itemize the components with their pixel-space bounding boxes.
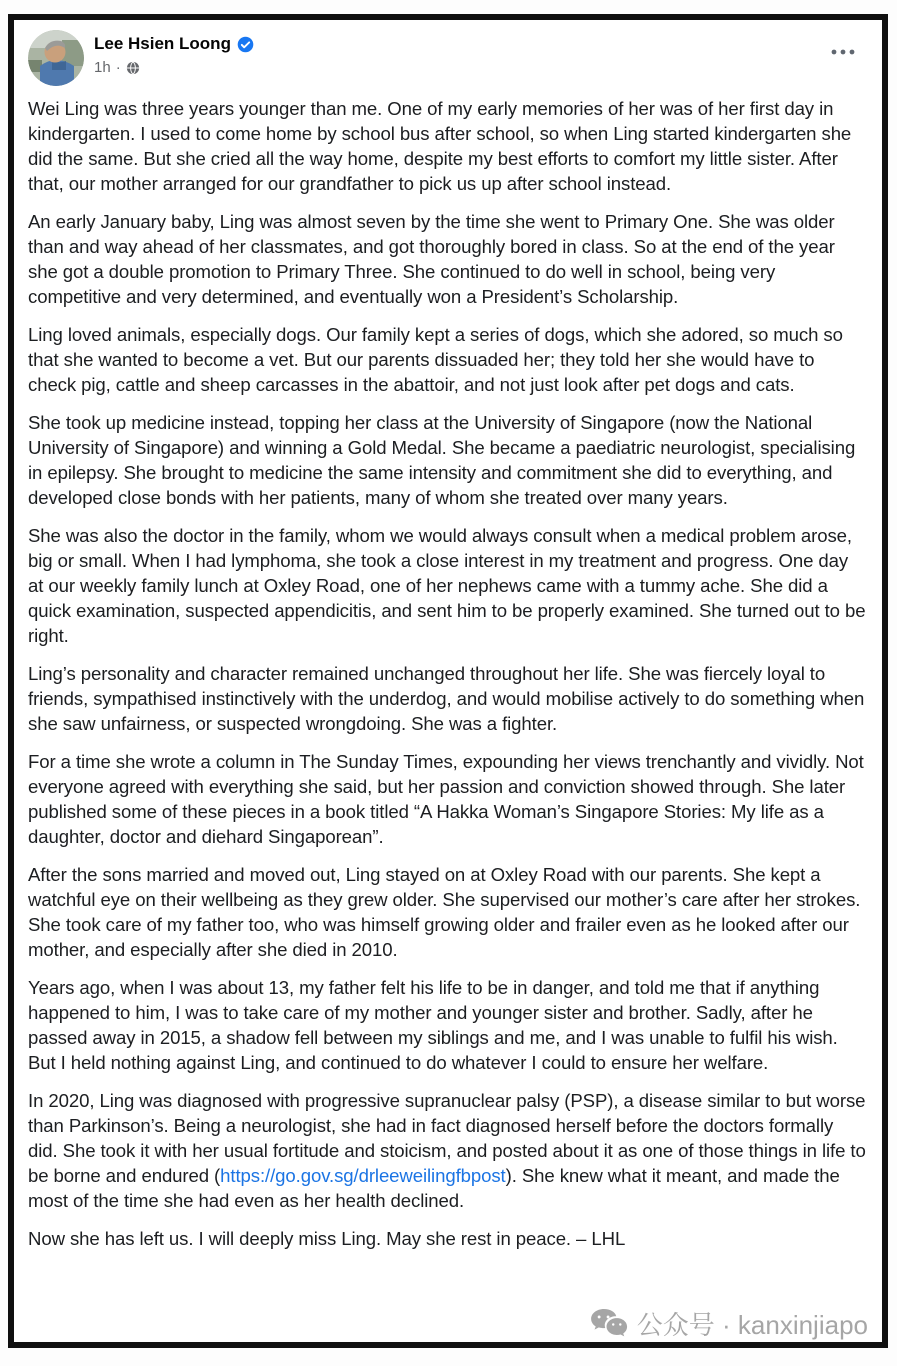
watermark <box>590 1305 868 1342</box>
avatar-photo <box>28 30 84 86</box>
post-paragraph: Wei Ling was three years younger than me. One of my early memories of her was of her first day in kindergarten. I used to come home by school bus after school, so when Ling started kindergarten she did the same. But she cried all the way home, despite my best efforts to comfort my little sister. After that, our mother arranged for our grandfather to pick us up after school instead. <box>28 98 852 194</box>
verified-badge-icon <box>237 36 254 53</box>
meta-separator: · <box>115 59 121 77</box>
link-paragraph-before: In 2020, Ling was diagnosed with progressive supranuclear palsy (PSP), a disease similar to but worse than Parkinson’s. Being a neurologist, she had in fact diagnosed herself before the doctors formally did. She took it with her usual fortitude and stoicism, and posted about it as one of those things in life to be borne and endured ( <box>28 1090 866 1186</box>
author-name[interactable]: Lee Hsien Loong <box>94 34 231 53</box>
post-paragraph: Ling loved animals, especially dogs. Our family kept a series of dogs, which she adored, so much so that she wanted to become a vet. But our parents dissuaded her; they told her she would have to check pig, cattle and sheep carcasses in the abattoir, and not just look after pet dogs and cats. <box>28 324 843 395</box>
post-body <box>28 96 866 1251</box>
watermark-text: 公众号 · kanxinjiapo <box>636 1310 868 1340</box>
post-paragraph: An early January baby, Ling was almost seven by the time she went to Primary One. She was older than and way ahead of her classmates, and got thoroughly bored in class. So at the end of the year she got a double promotion to Primary Three. She continued to do well in school, being very competitive and very determined, and eventually won a President’s Scholarship. <box>28 211 835 307</box>
post-link[interactable]: https://go.gov.sg/drleeweilingfbpost <box>220 1165 506 1186</box>
post-paragraph: After the sons married and moved out, Ling stayed on at Oxley Road with our parents. She kept a watchful eye on their wellbeing as they grew older. She supervised our mother’s care after her strokes. She took care of my father too, who was himself growing older and frailer even as he looked after our mother, and especially after she died in 2010. <box>28 864 861 960</box>
post-paragraph-with-link <box>28 1088 866 1213</box>
globe-icon <box>126 61 140 75</box>
wechat-icon <box>590 1308 628 1340</box>
author-row <box>94 34 254 54</box>
post-paragraph: She was also the doctor in the family, whom we would always consult when a medical problem arose, big or small. When I had lymphoma, she took a close interest in my treatment and progress. One day at our weekly family lunch at Oxley Road, one of her nephews came with a tummy ache. She did a quick examination, suspected appendicitis, and sent him to be properly examined. She turned out to be right. <box>28 525 866 646</box>
more-options-button[interactable] <box>826 40 860 66</box>
post-paragraph: Ling’s personality and character remained unchanged throughout her life. She was fiercely loyal to friends, sympathised instinctively with the underdog, and would mobilise actively to do something when she saw unfairness, or suspected wrongdoing. She was a fighter. <box>28 663 865 734</box>
timestamp[interactable]: 1h <box>94 59 111 77</box>
header-text <box>94 30 254 76</box>
link-paragraph-after: ). She knew what it meant, and made the most of the time she had even as her health declined. <box>28 1165 840 1211</box>
post-frame <box>8 14 888 1348</box>
post-paragraph: For a time she wrote a column in The Sunday Times, expounding her views trenchantly and vividly. Not everyone agreed with everything she said, but her passion and conviction showed through. She later published some of these pieces in a book titled “A Hakka Woman’s Singapore Stories: My life as a daughter, doctor and diehard Singaporean”. <box>28 751 864 847</box>
post-closing-paragraph: Now she has left us. I will deeply miss Ling. May she rest in peace. – LHL <box>28 1228 626 1249</box>
post-meta <box>94 59 254 76</box>
post-paragraph: Years ago, when I was about 13, my father felt his life to be in danger, and told me that if anything happened to him, I was to take care of my mother and younger sister and brother. Sadly, after he passed away in 2015, a shadow fell between my siblings and me, and I was unable to fulfil his wish. But I held nothing against Ling, and continued to do whatever I could to ensure her welfare. <box>28 977 838 1073</box>
post-paragraph: She took up medicine instead, topping her class at the University of Singapore (now the National University of Singapore) and winning a Gold Medal. She became a paediatric neurologist, specialising in epilepsy. She brought to medicine the same intensity and commitment she did to everything, and developed close bonds with her patients, many of whom she treated over many years. <box>28 412 856 508</box>
avatar[interactable] <box>28 30 84 86</box>
ellipsis-icon <box>830 47 856 57</box>
post-header <box>28 30 866 86</box>
